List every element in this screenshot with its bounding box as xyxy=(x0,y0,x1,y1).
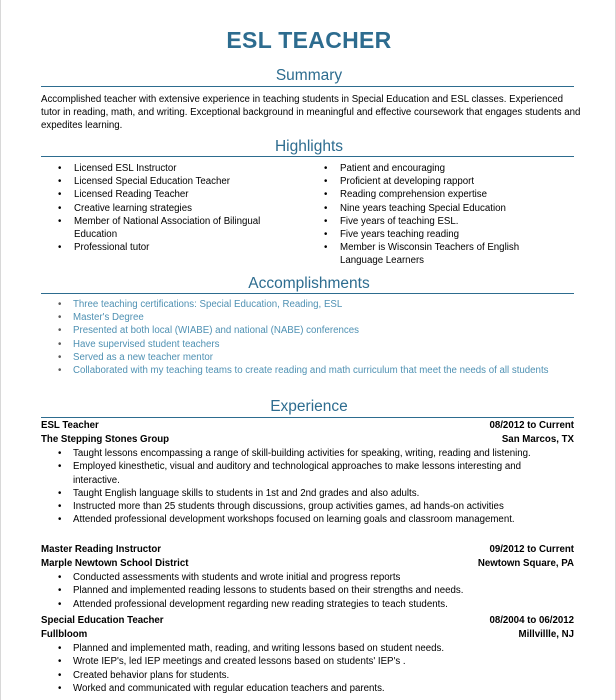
job-entry xyxy=(41,615,574,695)
bullet-icon: • xyxy=(58,585,62,597)
bullet-icon: • xyxy=(58,514,62,526)
bullet-icon: • xyxy=(58,669,62,681)
list-item: • Presented at both local (WIABE) and national (NABE) conferences xyxy=(58,325,359,337)
bullet-icon: • xyxy=(58,501,62,513)
bullet-icon: • xyxy=(58,202,62,214)
summary-heading: Summary xyxy=(275,67,343,84)
highlights-left-list xyxy=(58,162,293,254)
list-item: • Employed kinesthetic, visual and auditory and technological approaches to make lessons interesting and interactive. xyxy=(58,461,522,486)
list-item: • Patient and encouraging xyxy=(324,163,446,174)
bullet-icon: • xyxy=(324,215,328,227)
job-dates: 08/2004 to 06/2012 xyxy=(489,615,574,626)
list-item: • Professional tutor xyxy=(58,242,150,254)
list-item: • Planned and implemented math, reading, and writing lessons based on student needs. xyxy=(58,643,445,654)
job-location: Millvillle, NJ xyxy=(518,628,574,640)
job-dates: 08/2012 to Current xyxy=(489,420,574,431)
bullet-icon: • xyxy=(58,682,62,694)
bullet-icon: • xyxy=(324,176,328,188)
list-item: • Nine years teaching Special Education xyxy=(324,202,506,214)
job-company-row xyxy=(41,434,574,448)
list-item: • Collaborated with my teaching teams to create reading and math curriculum that meet the needs of all students xyxy=(58,365,549,377)
bullet-icon: • xyxy=(58,351,62,363)
job-company-row xyxy=(41,629,574,643)
bullet-icon: • xyxy=(324,242,328,254)
job-header xyxy=(41,420,574,434)
highlights-right-list xyxy=(324,162,559,268)
job-header xyxy=(41,544,574,558)
list-item: • Member of National Association of Bilingual Education xyxy=(58,215,261,241)
accomplishments-heading: Accomplishments xyxy=(248,275,370,292)
summary-divider xyxy=(41,86,574,87)
experience-divider xyxy=(41,417,574,418)
list-item: • Have supervised student teachers xyxy=(58,338,220,350)
list-item: • Worked and communicated with regular education teachers and parents. xyxy=(58,682,385,694)
job-company: Fullbloom xyxy=(41,628,88,640)
job-company-row xyxy=(41,558,574,572)
bullet-icon: • xyxy=(58,163,62,174)
resume-title: ESL TEACHER xyxy=(226,27,392,53)
job-location: Newtown Square, PA xyxy=(477,557,574,569)
job-company: Marple Newtown School District xyxy=(41,557,189,569)
job-dates: 09/2012 to Current xyxy=(489,544,574,555)
list-item: • Creative learning strategies xyxy=(58,202,192,214)
bullet-icon: • xyxy=(324,202,328,214)
list-item: • Taught English language skills to students in 1st and 2nd grades and also adults. xyxy=(58,487,420,499)
bullet-icon: • xyxy=(324,189,328,201)
job-title: Master Reading Instructor xyxy=(41,544,162,555)
list-item: • Master's Degree xyxy=(58,312,144,324)
job-title: Special Education Teacher xyxy=(41,615,164,626)
bullet-icon: • xyxy=(58,572,62,583)
job-title: ESL Teacher xyxy=(41,420,99,431)
bullet-icon: • xyxy=(58,189,62,201)
bullet-icon: • xyxy=(58,643,62,654)
bullet-icon: • xyxy=(58,448,62,459)
list-item: • Licensed Special Education Teacher xyxy=(58,176,231,188)
bullet-icon: • xyxy=(58,487,62,499)
job-bullets xyxy=(41,642,574,695)
accomplishments-divider xyxy=(41,293,574,294)
list-item: • Three teaching certifications: Special Education, Reading, ESL xyxy=(58,299,343,310)
bullet-icon: • xyxy=(58,656,62,668)
list-item: • Licensed ESL Instructor xyxy=(58,163,177,174)
bullet-icon: • xyxy=(324,163,328,174)
job-bullets xyxy=(41,447,574,527)
bullet-icon: • xyxy=(58,365,62,377)
accomplishments-list xyxy=(58,298,568,377)
experience-heading: Experience xyxy=(270,398,348,415)
job-header xyxy=(41,615,574,629)
list-item: • Attended professional development workshops focused on learning goals and classroom management. xyxy=(58,514,515,526)
list-item: • Wrote IEP's, led IEP meetings and created lessons based on students' IEP's . xyxy=(58,656,406,668)
list-item: • Served as a new teacher mentor xyxy=(58,351,214,363)
job-entry xyxy=(41,420,574,527)
bullet-icon: • xyxy=(58,312,62,324)
job-bullets xyxy=(41,571,574,611)
bullet-icon: • xyxy=(58,325,62,337)
list-item: • Five years teaching reading xyxy=(324,229,460,241)
bullet-icon: • xyxy=(58,598,62,610)
list-item: • Conducted assessments with students and wrote initial and progress reports xyxy=(58,572,401,583)
bullet-icon: • xyxy=(58,338,62,350)
job-company: The Stepping Stones Group xyxy=(41,433,170,445)
summary-text: Accomplished teacher with extensive experience in teaching students in Special Education and ESL classes. Experienced tutor in reading, math, and writing. Exceptional background in meaningful and effective coursework that engages students and expedites learning. xyxy=(41,94,581,132)
list-item: • Reading comprehension expertise xyxy=(324,189,488,201)
highlights-divider xyxy=(41,156,574,157)
list-item: • Proficient at developing rapport xyxy=(324,176,475,188)
list-item: • Attended professional development regarding new reading strategies to teach students. xyxy=(58,598,448,610)
bullet-icon: • xyxy=(58,215,62,227)
list-item: • Member is Wisconsin Teachers of English Language Learners xyxy=(324,242,520,267)
bullet-icon: • xyxy=(58,242,62,254)
bullet-icon: • xyxy=(58,176,62,188)
list-item: • Five years of teaching ESL. xyxy=(324,215,459,227)
bullet-icon: • xyxy=(58,461,62,473)
bullet-icon: • xyxy=(324,229,328,241)
list-item: • Planned and implemented reading lessons to students based on their strengths and needs. xyxy=(58,585,464,597)
job-entry xyxy=(41,544,574,611)
job-location: San Marcos, TX xyxy=(501,433,574,445)
highlights-heading: Highlights xyxy=(274,138,344,155)
list-item: • Licensed Reading Teacher xyxy=(58,189,189,201)
bullet-icon: • xyxy=(58,299,62,310)
list-item: • Created behavior plans for students. xyxy=(58,669,230,681)
list-item: • Taught lessons encompassing a range of skill-building activities for speaking, writing, reading and listening. xyxy=(58,448,531,459)
list-item: • Instructed more than 25 students through discussions, group activities games, ad hands-on activities xyxy=(58,501,504,513)
